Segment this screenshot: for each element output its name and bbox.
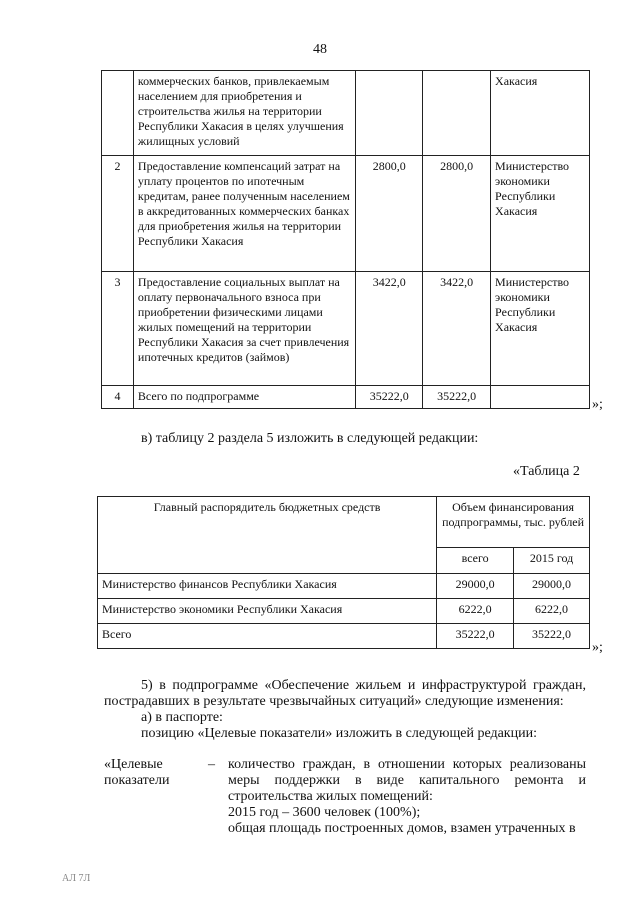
paragraph-5-text: 5) в подпрограмме «Обеспечение жильем и инфраструктурой граждан, пострадавших в результате чрезвычайных ситуаций» следующие изменения: (104, 678, 586, 709)
table2-label: «Таблица 2 (513, 464, 580, 479)
table-cell-executor: Министерство экономики Республики Хакасия (491, 272, 590, 386)
table-cell-name: Министерство экономики Республики Хакасия (98, 599, 437, 624)
table-cell-total: 29000,0 (437, 574, 514, 599)
table-cell-executor: Министерство экономики Республики Хакасия (491, 156, 590, 272)
target-dash: – (208, 757, 215, 772)
table-funding (97, 496, 590, 649)
table-cell-total: 35222,0 (356, 386, 423, 409)
table-cell-2015: 35222,0 (514, 624, 590, 649)
table-cell-name: Министерство финансов Республики Хакасия (98, 574, 437, 599)
header-2015: 2015 год (514, 548, 590, 574)
table-cell-num: 4 (102, 386, 134, 409)
table-cell-2015: 35222,0 (423, 386, 491, 409)
table-row (98, 599, 590, 624)
table1-close-mark: »; (592, 397, 603, 412)
paragraph-5 (104, 678, 586, 710)
table-cell-2015: 2800,0 (423, 156, 491, 272)
table-cell-2015: 29000,0 (514, 574, 590, 599)
table-cell-2015 (423, 71, 491, 156)
table-cell-total: 3422,0 (356, 272, 423, 386)
target-label-line1: «Целевые (104, 757, 163, 772)
table-cell-executor (491, 386, 590, 409)
paragraph-position: позицию «Целевые показатели» изложить в следующей редакции: (141, 726, 537, 741)
target-desc-line2: 2015 год – 3600 человек (100%); (228, 805, 421, 820)
table-header-row (98, 497, 590, 548)
table-cell-total: 2800,0 (356, 156, 423, 272)
page-number: 48 (313, 42, 327, 57)
table-cell-total (356, 71, 423, 156)
table-subprogram-measures (101, 70, 590, 409)
table-row (102, 386, 590, 409)
table-cell-total: 35222,0 (437, 624, 514, 649)
table2-close-mark: »; (592, 640, 603, 655)
table-cell-text: коммерческих банков, привлекаемым населением для приобретения и строительства жилья на территории Республики Хакасия в целях улучшения жилищных условий (133, 71, 355, 156)
table-cell-2015: 3422,0 (423, 272, 491, 386)
target-label-line2: показатели (104, 773, 170, 788)
header-main: Главный распорядитель бюджетных средств (98, 497, 437, 574)
header-funding: Объем финансирования подпрограммы, тыс. рублей (437, 497, 590, 548)
table-cell-num (102, 71, 134, 156)
table-cell-executor: Хакасия (491, 71, 590, 156)
table-row (102, 156, 590, 272)
header-total: всего (437, 548, 514, 574)
target-description (228, 757, 586, 837)
page-stamp: АЛ 7Л (62, 873, 91, 884)
table-cell-2015: 6222,0 (514, 599, 590, 624)
table-cell-text: Предоставление компенсаций затрат на уплату процентов по ипотечным кредитам, ранее полученным населением в аккредитованных коммерческих банках для приобретения жилья на территории Республики Хакасия (133, 156, 355, 272)
paragraph-b: в) таблицу 2 раздела 5 изложить в следующей редакции: (141, 431, 479, 446)
table-row (98, 574, 590, 599)
table-cell-num: 2 (102, 156, 134, 272)
table-cell-text: Всего по подпрограмме (133, 386, 355, 409)
target-label (104, 757, 170, 789)
target-desc-line1: количество граждан, в отношении которых реализованы меры поддержки в виде капитального ремонта и строительства жилых помещений: (228, 757, 586, 804)
table-row (102, 272, 590, 386)
target-desc-line3: общая площадь построенных домов, взамен утраченных в (228, 821, 576, 836)
table-cell-total: 6222,0 (437, 599, 514, 624)
table-row (98, 624, 590, 649)
table-cell-num: 3 (102, 272, 134, 386)
paragraph-a: а) в паспорте: (141, 710, 223, 725)
table-cell-name: Всего (98, 624, 437, 649)
table-cell-text: Предоставление социальных выплат на оплату первоначального взноса при приобретении физическими лицами жилых помещений на территории Республики Хакасия за счет привлечения ипотечных кредитов (займов) (133, 272, 355, 386)
table-row (102, 71, 590, 156)
